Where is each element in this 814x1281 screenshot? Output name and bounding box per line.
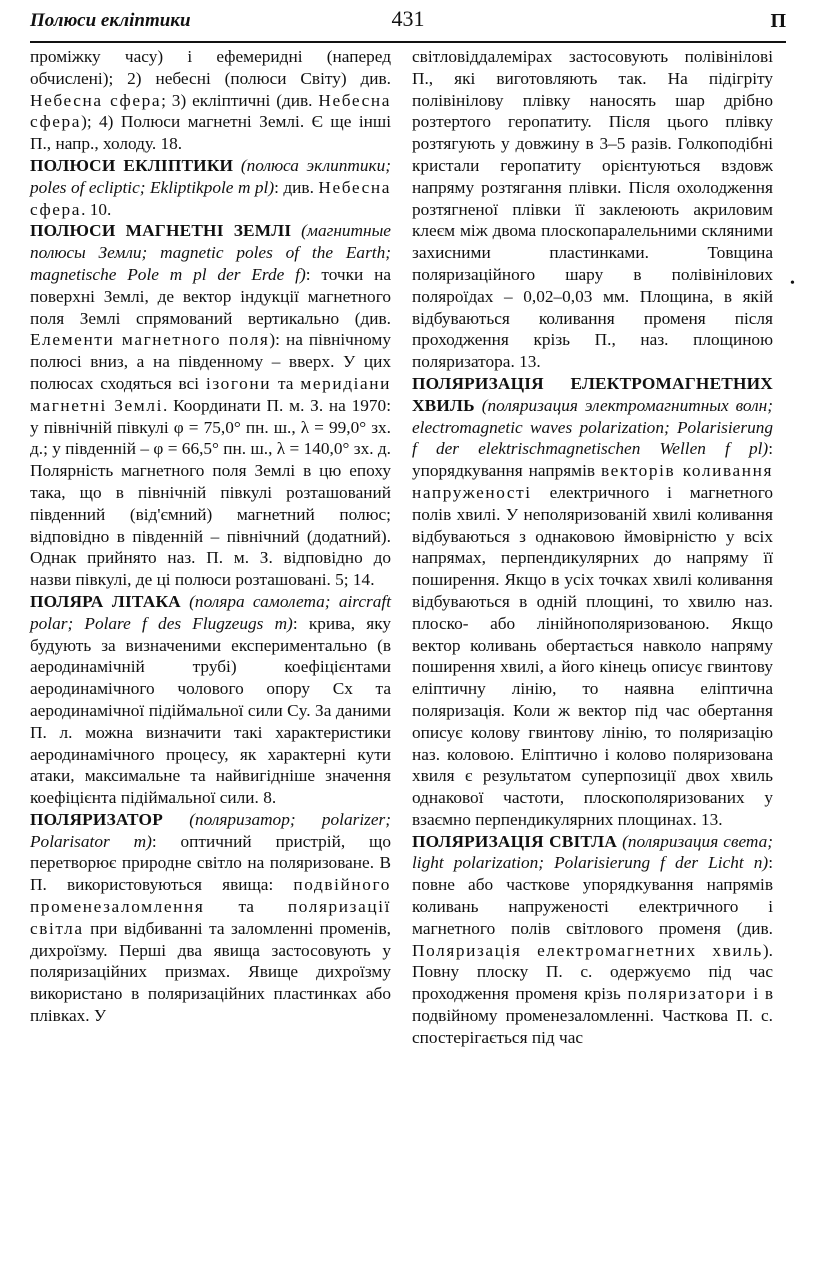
cross-reference: поляризації світла (30, 897, 391, 938)
translations: (полюса эклиптики; poles of ecliptic; Ekliptikpole m pl) (30, 155, 391, 197)
cross-reference: ізогони (205, 373, 272, 393)
right-column (412, 46, 773, 1049)
entry-continuation: проміжку часу) і ефемеридні (наперед обчислені); 2) небесні (полюси Світу) див. Небесна сфера; 3) екліптичні (див. Небесна сфера); 4) Полюси магнетні Землі. Є ще інші П., напр., холоду. 18. (30, 47, 391, 154)
translations: (поляризатор; polarizer; Polarisator m) (30, 809, 391, 851)
entry-magnetic-poles: ПОЛЮСИ МАГНЕТНІ ЗЕМЛІ (магнитные полюсы Земли; magnetic poles of the Earth; magnetische Pole m pl der Erde f): точки на поверхні Землі, де вектор індукції магнетного поля Землі спрямований вертикально (див. Елементи магнетного поля): на північному полюсі вниз, а на південному – вверх. У цих полюсах сходяться всі ізогони та меридіани магнетні Землі. Координати П. м. З. на 1970: у північній півкулі φ = 75,0° пн. ш., λ = 99,0° зх. д.; у південній – φ = 66,5° пн. ш., λ = 140,0° зх. д. Полярність магнетного поля Землі в цю епоху така, що в північній півкулі розташований південний (від'ємний) магнетний полюс; відповідно в південній – північний (додатний). Однак прийнято наз. П. м. З. відповідно до назви півкулі, де ці полюси розташовані. 5; 14. (30, 221, 392, 590)
cross-reference: Небесна сфера (30, 90, 162, 110)
page-number: 431 (391, 6, 425, 31)
section-letter: П (770, 10, 786, 32)
header-rule (30, 41, 786, 43)
running-header (30, 6, 786, 40)
cross-reference: векторів коливання напруженості (412, 461, 773, 502)
left-column (30, 46, 391, 1027)
headword: ПОЛЯРИЗАЦІЯ ЕЛЕКТРОМАГНЕТНИХ ХВИЛЬ (412, 373, 773, 415)
headword: ПОЛЮСИ ЕКЛІПТИКИ (30, 155, 234, 175)
cross-reference: Поляризація електромагнетних хвиль (412, 940, 763, 960)
margin-dot: • (790, 276, 795, 291)
running-head-title: Полюси екліптики (30, 10, 191, 31)
translations: (поляра самолета; aircraft polar; Polare f des Flugzeugs m) (30, 591, 391, 633)
cross-reference: поляризатори (627, 984, 747, 1004)
headword: ПОЛЯРИЗАЦІЯ СВІТЛА (412, 831, 618, 851)
entry-poles-ecliptic: ПОЛЮСИ ЕКЛІПТИКИ (полюса эклиптики; poles of ecliptic; Ekliptikpole m pl): див. Небесна сфера. 10. (30, 155, 391, 219)
cross-reference: подвійного променезаломлення (30, 875, 391, 917)
translations: (магнитные полюсы Земли; magnetic poles of the Earth; magnetische Pole m pl der Erde f) (30, 221, 391, 284)
cross-reference: Небесна сфера (30, 90, 391, 132)
cross-reference: Елементи магнетного поля (30, 330, 270, 350)
cross-reference: Небесна сфера (30, 177, 391, 219)
entry-continuation: світловіддалемірах застосовують полівінілові П., які виготовляють так. На підігріту полівінілову плівку наносять шар дрібно розтертого геропатиту. Після цього плівку розтягують у довжину в 3–5 разів. Голкоподібні кристали геропатиту орієнтуються вздовж напряму розтягання плівки. Після охолодження розтягненої плівки її заклеюють акриловим клеєм між двома плоскопаралельними скляними захисними пластинками. Товщина поляризаційного шару в полівінілових поляроїдах – 0,02–0,03 мм. Площина, в якій відбуваються коливання променя після проходження крізь П., наз. площиною поляризатора. 13. (412, 47, 773, 372)
cross-reference: меридіани магнетні Землі (30, 373, 391, 415)
translations: (поляризация света; light polarization; Polarisierung f der Licht n) (412, 831, 773, 873)
entry-aircraft-polar: ПОЛЯРА ЛІТАКА (поляра самолета; aircraft polar; Polare f des Flugzeugs m): крива, яку будують за визначеними експериментально (в аеродинамічній трубі) коефіцієнтами аеродинамічного чолового опору Cx та аеродинамічної підіймальної сили Cy. За даними П. л. можна визначити такі характеристики аеродинамічного процесу, як характерні кути атаки, максимальне та найвигідніше значення коефіцієнта підіймальної сили. 8. (30, 591, 392, 808)
entry-em-wave-polarization: ПОЛЯРИЗАЦІЯ ЕЛЕКТРОМАГНЕТНИХ ХВИЛЬ (поляризация электромагнитных волн; electromagnetic waves polarization; Polarisierung f der elektrischmagnetischen Wellen f pl): упорядкування напрямів векторів коливання напруженості електричного і магнетного полів хвилі. У неполяризованій хвилі коливання відбуваються з однаковою ймовірністю у всіх напрямах, перпендикулярних до напряму її поширення. Якщо в усіх точках хвилі коливання відбуваються в одній площині, то хвилю наз. плоско- або лінійнополяризованою. Якщо вектор коливань обертається навколо напряму поширення хвилі, а його кінець описує гвинтову еліптичну лінію, то наявна еліптична поляризація. Коли ж вектор під час обертання описує колову гвинтову лінію, то поляризацію наз. коловою. Еліптично і колово поляризована хвиля є результатом суперпозиції двох хвиль однакової частоти, плоскополяризованих у взаємно перпендикулярних площинах. 13. (412, 373, 773, 829)
headword: ПОЛЯРА ЛІТАКА (30, 591, 181, 611)
entry-polarizer: ПОЛЯРИЗАТОР (поляризатор; polarizer; Polarisator m): оптичний пристрій, що перетворює природне світло на поляризоване. В П. використовуються явища: подвійного променезаломлення та поляризації світла при відбиванні та заломленні променів, дихроїзму. Перші два явища застосовують у поляризаційних призмах. Явище дихроїзму використано в поляризаційних пластинках або плівках. У (30, 809, 391, 1026)
translations: (поляризация электромагнитных волн; electromagnetic waves polarization; Polarisierung f der elektrischmagnetischen Wellen f pl) (412, 395, 773, 459)
entry-light-polarization: ПОЛЯРИЗАЦІЯ СВІТЛА (поляризация света; light polarization; Polarisierung f der Licht n): повне або часткове упорядкування напрямів коливань напруженості електричного і магнетного полів світлового променя (див. Поляризація електромагнетних хвиль). Повну плоску П. с. одержуємо під час проходження променя крізь поляризатори і в подвійному променезаломленні. Часткова П. с. спостерігається під час (412, 831, 773, 1047)
headword: ПОЛЯРИЗАТОР (30, 809, 163, 829)
headword: ПОЛЮСИ МАГНЕТНІ ЗЕМЛІ (30, 221, 292, 241)
